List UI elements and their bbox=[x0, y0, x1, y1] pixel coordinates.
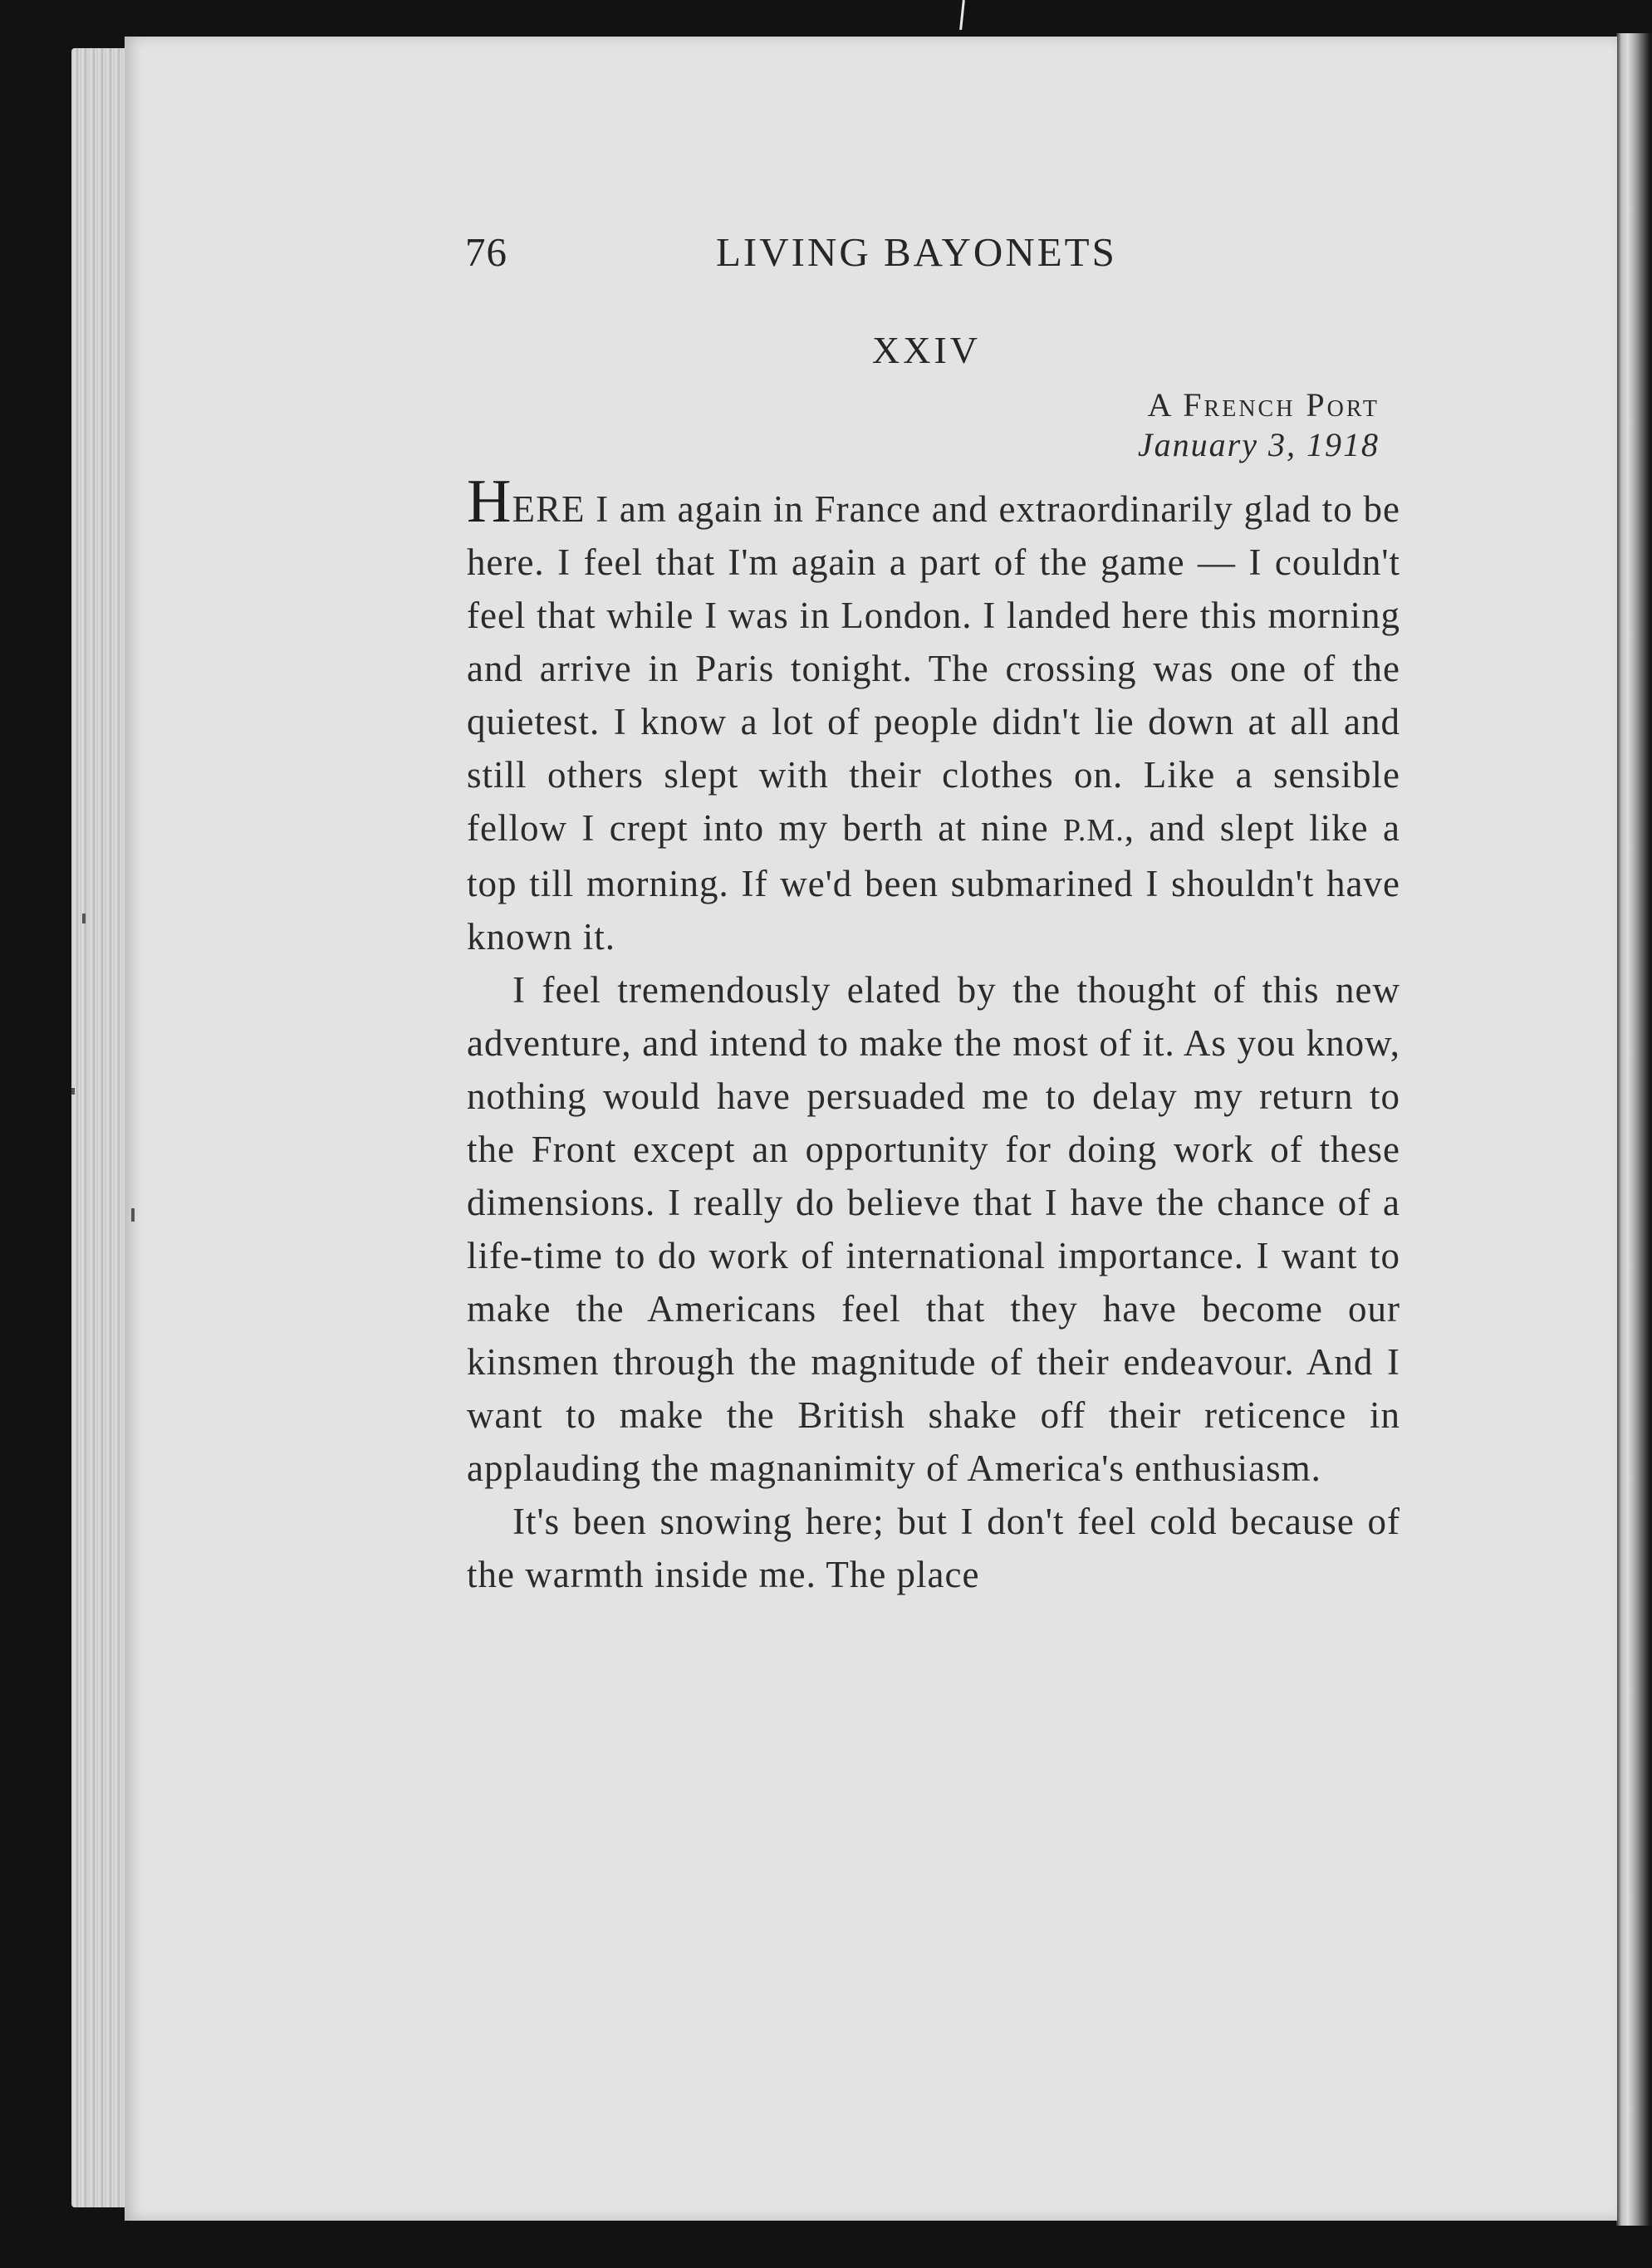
margin-speck bbox=[71, 1088, 75, 1095]
scan-scratch-mark bbox=[959, 0, 965, 30]
chapter-numeral: XXIV bbox=[872, 329, 981, 371]
paragraph-2: I feel tremendously elated by the thought of this new adventure, and intend to make the most of it. As you know, nothing would have persuaded me to delay my return to the Front except an opportunity for doing work of these dimensions. I really do believe that I have the chance of a life-time to do work of international importance. I want to make the Americans feel that they have become our kinsmen through the magnitude of their endeavour. And I want to make the British shake off their reticence in applauding the magnanimity of America's enthusiasm. bbox=[467, 969, 1400, 1489]
time-abbreviation: P.M. bbox=[1063, 813, 1125, 848]
letter-body bbox=[467, 468, 1400, 1601]
dateline-place: A French Port bbox=[1147, 386, 1380, 424]
paragraph-1 bbox=[467, 468, 1400, 963]
dateline-date: January 3, 1918 bbox=[1137, 426, 1380, 463]
paragraph-3: It's been snowing here; but I don't feel cold because of the warmth inside me. The place bbox=[467, 1501, 1400, 1595]
paragraph-1-text-b: , and slept like a top till morning. If we'd been submarined I shouldn't have known it. bbox=[467, 807, 1400, 958]
lead-small-caps: ERE bbox=[512, 488, 586, 530]
paragraph-1-text-a: I am again in France and extraordinarily glad to be here. I feel that I'm again a part of the game — I couldn't feel that while I was in London. I landed here this morning and arrive in Paris tonight. The crossing was one of the quietest. I know a lot of people didn't lie down at all and still others slept with their clothes on. Like a sensible fellow I crept into my berth at nine bbox=[467, 488, 1400, 849]
page-number: 76 bbox=[465, 229, 507, 275]
adjacent-page-edge bbox=[1616, 33, 1652, 2226]
running-head bbox=[465, 228, 1163, 278]
initial-capital: H bbox=[467, 468, 512, 536]
margin-speck bbox=[82, 914, 86, 923]
book-title: LIVING BAYONETS bbox=[716, 229, 1117, 275]
margin-speck bbox=[131, 1208, 135, 1222]
